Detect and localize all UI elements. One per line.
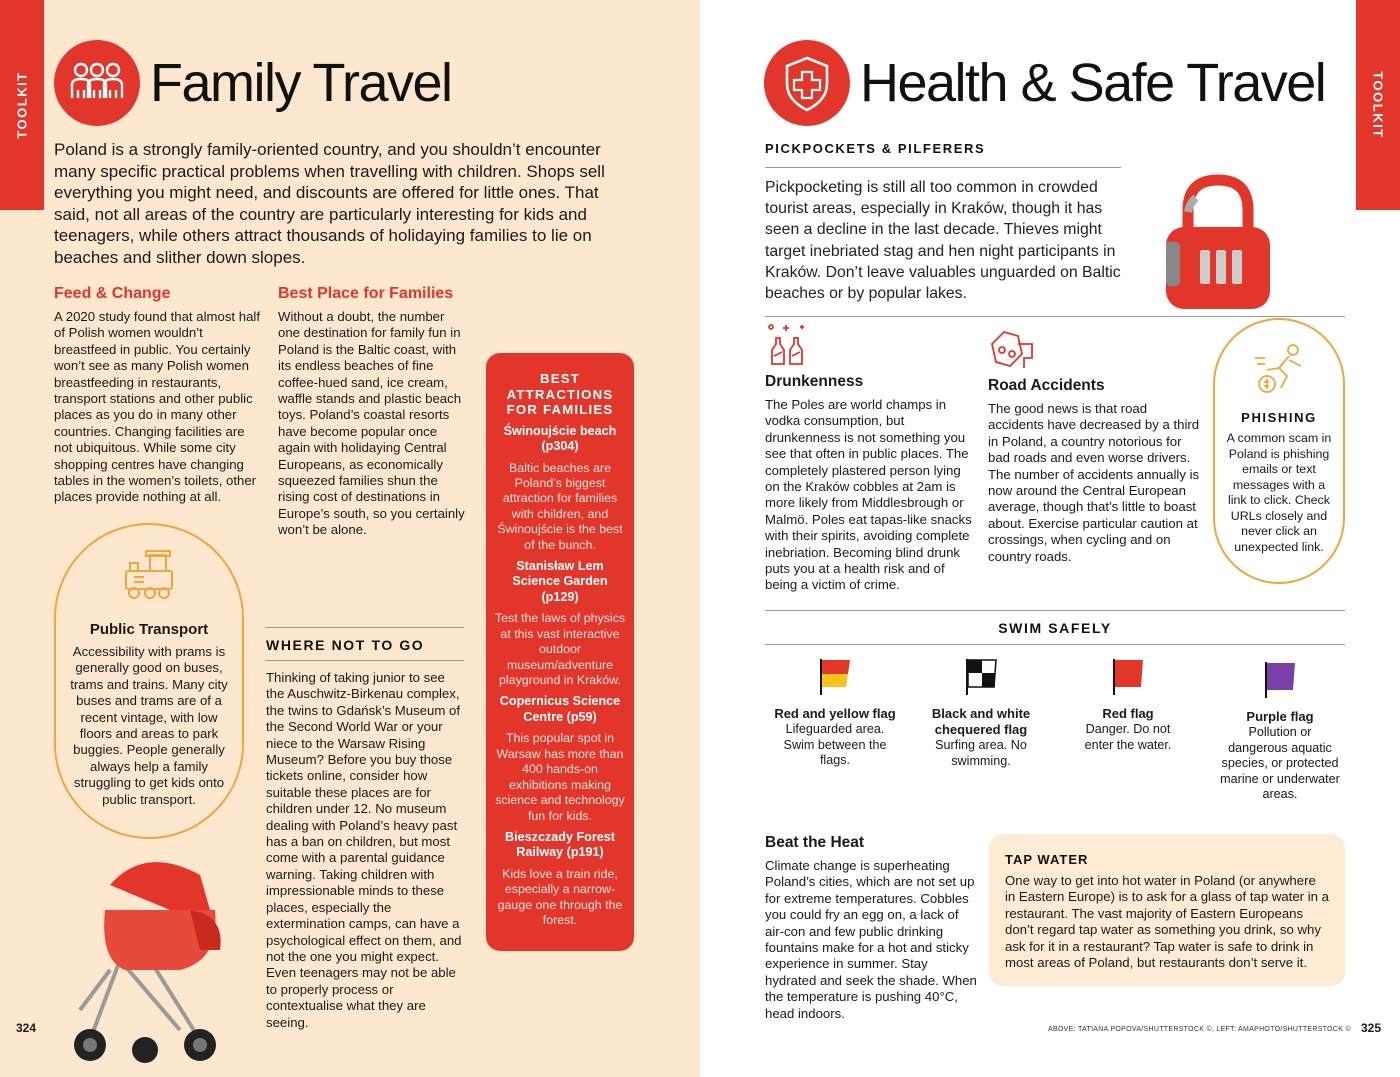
- medical-shield-icon: [764, 40, 850, 126]
- attractions-heading: BEST ATTRACTIONS FOR FAMILIES: [506, 371, 614, 417]
- where-not-heading: WHERE NOT TO GO: [266, 637, 425, 653]
- flag-text: Surfing area. No swimming.: [935, 738, 1027, 768]
- road-body: The good news is that road accidents have decreased by a third in Poland, a country notorious for bad roads and even worse drivers. The number of accidents annually is now around the Central European average, though that’s little to boast about. Exercise particular caution at crossings, when cycling and on country roads.: [988, 401, 1200, 564]
- best-place-heading: Best Place for Families: [278, 285, 454, 302]
- toolkit-tab-right: TOOLKIT: [1356, 0, 1400, 210]
- phishing-icon: [1253, 340, 1309, 396]
- flag-text: Lifeguarded area. Swim between the flags.: [783, 722, 887, 768]
- flag-title: Red flag: [1102, 706, 1154, 721]
- heat-heading: Beat the Heat: [765, 834, 865, 851]
- where-not-body: Thinking of taking junior to see the Auschwitz-Birkenau complex, the twins to Gdańsk’s Museum of the Second World War or your niece to the Warsaw Rising Museum? Before you buy those tickets online, consider how suitable these places are for children under 12. No museum dealing with Poland’s heavy past has a ban on children, but most come with a parental guidance warning. Taking children with impressionable minds to these places, especially the extermination camps, can have a psychological effect on them, and not the one you might expect. Even teenagers may not be able to properly process or contextualise what they are seeing.: [266, 670, 462, 1030]
- flag-item: [922, 657, 1040, 769]
- best-place-body: Without a doubt, the number one destination for family fun in Poland is the Baltic coast, with its endless beaches of fine coffee-hued sand, ice cream, waffle stands and plastic beach toys. Poland’s coastal resorts have become popular once again with holidaying Central Europeans, as economically squeezed families shun the rising cost of destinations in Europe’s south, so you certainly won’t be alone.: [278, 309, 465, 538]
- toolkit-tab-left: TOOLKIT: [0, 0, 44, 210]
- drunkenness-body: The Poles are world champs in vodka consumption, but drunkenness is not something you see that often in public places. The completely plastered person lying on the Kraków cobbles at 2am is more likely from Middlesbrough or Malmö. Poles eat tapas-like snacks with their spirits, avoiding complete inebriation. Becoming blind drunk puts you at a health risk and of being a victim of crime.: [765, 397, 972, 593]
- family-icon-glyph: [54, 40, 140, 126]
- flag-item: [770, 657, 900, 769]
- section-rule-1: [765, 316, 1345, 317]
- flag-text: Danger. Do not enter the water.: [1084, 722, 1172, 752]
- red-flag-icon: [1110, 657, 1146, 697]
- drunkenness-heading: Drunkenness: [765, 373, 864, 390]
- road-heading: Road Accidents: [988, 377, 1105, 394]
- attraction-name: Bieszczady Forest Railway (p191): [505, 829, 615, 860]
- flag-title: Black and white chequered flag: [931, 706, 1031, 737]
- page-number-left: 324: [16, 1021, 37, 1035]
- flag-item: [1074, 657, 1182, 753]
- photo-credit: ABOVE: TATIANA POPOVA/SHUTTERSTOCK ©, LEFT: AMAPHOTO/SHUTTERSTOCK ©: [1048, 1026, 1351, 1033]
- flag-text: Pollution or dangerous aquatic species, or protected marine or underwater areas.: [1220, 725, 1340, 802]
- attraction-name: Copernicus Science Centre (p59): [499, 694, 621, 724]
- purple-flag-icon: [1262, 660, 1298, 700]
- phishing-body: A common scam in Poland is phishing emails or text messages with a link to click. Check URLs closely and never click an unexpected link.: [1226, 431, 1332, 554]
- attraction-text: Kids love a train ride, especially a narrow-gauge one through the forest.: [497, 866, 623, 928]
- flag-item: [1220, 660, 1340, 803]
- page-title-left: Family Travel: [150, 53, 452, 113]
- feed-body: A 2020 study found that almost half of Polish women wouldn’t breastfeed in public. You certainly won’t see as many Polish women breastfeeding in restaurants, transport stations and other public places as you do in many other countries. Changing facilities are not ubiquitous. While some city shopping centres have changing tables in the women’s toilets, other places provide nothing at all.: [54, 309, 261, 505]
- tap-water-body: One way to get into hot water in Poland (or anywhere in Eastern Europe) is to ask for a glass of tap water in a restaurant. The vast majority of Eastern Europeans don’t regard tap water as something you drink, so why ask for it in a restaurant? Tap water is safe to drink in most areas of Poland, but restaurants don’t serve it.: [1005, 873, 1329, 971]
- medical-shield-glyph: [764, 40, 850, 126]
- swim-rule-top: [765, 610, 1345, 611]
- attraction-text: This popular spot in Warsaw has more than 400 hands-on exhibitions making science and technology fun for kids.: [495, 731, 625, 823]
- attraction-text: Baltic beaches are Poland’s biggest attraction for families with children, and Świnoujście is the best of the bunch.: [497, 460, 623, 552]
- chequered-flag-icon: [963, 657, 999, 697]
- where-not-rule-top: [265, 627, 464, 628]
- red-yellow-flag-icon: [817, 657, 853, 697]
- right-page: [700, 0, 1400, 1077]
- toy-train-icon: [120, 547, 180, 603]
- public-transport-body: Accessibility with prams is generally good on buses, trams and trains. Many city buses and trams are of a recent vintage, with low floors and areas to park buggies. People generally always help a family struggling to get kids onto public transport.: [70, 644, 228, 807]
- heat-body: Climate change is superheating Poland’s cities, which are not set up for extreme temperatures. Cobbles you could fry an egg on, a lack of air-con and few public drinking fountains make for a hot and sticky experience in summer. Stay hydrated and seek the shade. When the temperature is pushing 40°C, head indoors.: [765, 858, 977, 1021]
- phishing-heading: PHISHING: [1241, 410, 1317, 425]
- tap-water-box: [989, 834, 1345, 986]
- page-number-right: 325: [1361, 1021, 1382, 1035]
- pickpockets-body: Pickpocketing is still all too common in crowded tourist areas, especially in Kraków, though it has seen a decline in the last decade. Thieves might target inebriated stag and hen night participants in Kraków. Don’t leave valuables unguarded on Baltic beaches or by popular lakes.: [765, 179, 1121, 303]
- public-transport-heading: Public Transport: [89, 621, 209, 638]
- tap-water-heading: TAP WATER: [1005, 852, 1089, 867]
- flag-title: Red and yellow flag: [774, 706, 896, 721]
- bottles-icon: [766, 322, 812, 368]
- swim-rule-bottom: [765, 644, 1345, 645]
- best-attractions-box: [486, 353, 634, 951]
- flag-title: Purple flag: [1246, 709, 1314, 724]
- swim-heading: SWIM SAFELY: [998, 620, 1112, 636]
- pickpockets-rule: [765, 167, 1121, 168]
- attraction-text: Test the laws of physics at this vast interactive outdoor museum/adventure playground in Kraków.: [494, 611, 626, 688]
- pickpockets-heading: PICKPOCKETS & PILFERERS: [765, 141, 986, 156]
- feed-heading: Feed & Change: [54, 285, 171, 302]
- public-transport-pill: [54, 523, 244, 839]
- family-icon: [54, 40, 140, 126]
- attraction-name: Świnoujście beach (p304): [503, 423, 617, 453]
- phishing-pill: [1213, 318, 1345, 584]
- attraction-name: Stanisław Lem Science Garden (p129): [512, 558, 608, 604]
- stroller-photo: [50, 850, 240, 1070]
- intro-paragraph: Poland is a strongly family-oriented country, and you shouldn’t encounter many specific practical problems when travelling with children. Shops sell everything you might need, and discounts are offered for little ones. That said, not all areas of the country are particularly interesting for kids and teenagers, while others attract thousands of holidaying families to lie on beaches and slither down slopes.: [54, 140, 605, 267]
- car-accident-icon: [988, 324, 1038, 374]
- where-not-rule-bottom: [265, 660, 464, 661]
- page-title-right: Health & Safe Travel: [860, 53, 1326, 113]
- padlock-photo: [1160, 172, 1275, 312]
